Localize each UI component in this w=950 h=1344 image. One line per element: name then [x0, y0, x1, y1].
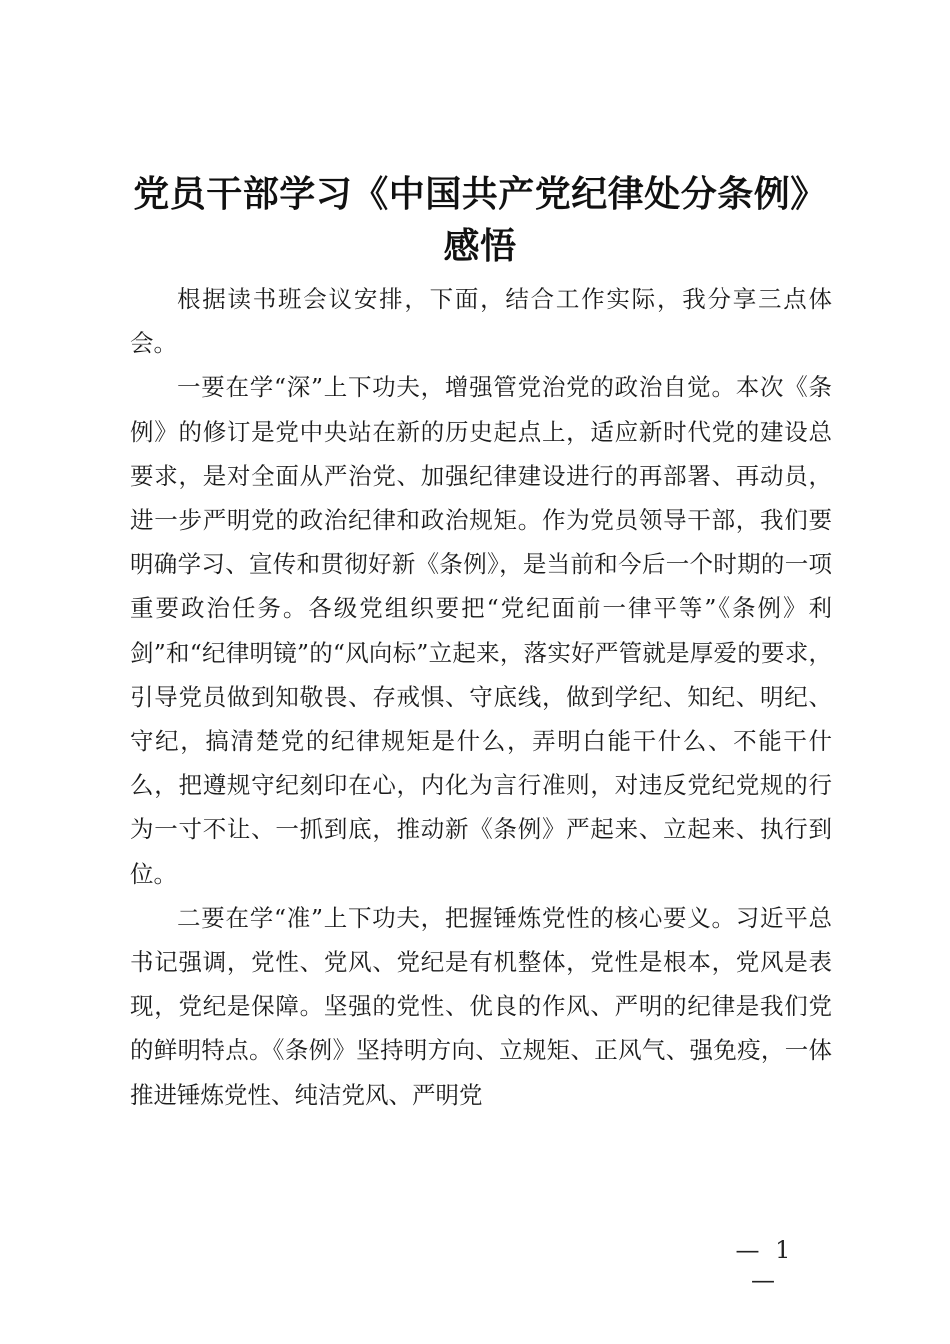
- document-body: [130, 277, 832, 1117]
- paragraph-intro: 根据读书班会议安排，下面，结合工作实际，我分享三点体会。: [130, 285, 832, 358]
- paragraph-point-two: 二要在学“准”上下功夫，把握锤炼党性的核心要义。习近平总书记强调，党性、党风、党纪是有机整体，党性是根本，党风是表现，党纪是保障。坚强的党性、优良的作风、严明的纪律是我们党的鲜明特点。《条例》坚持明方向、立规矩、正风气、强免疫，一体推进锤炼党性、纯洁党风、严明党: [130, 903, 832, 1109]
- paragraph-point-one: 一要在学“深”上下功夫，增强管党治党的政治自觉。本次《条例》的修订是党中央站在新的历史起点上，适应新时代党的建设总要求，是对全面从严治党、加强纪律建设进行的再部署、再动员，进一步严明党的政治纪律和政治规矩。作为党员领导干部，我们要明确学习、宣传和贯彻好新《条例》，是当前和今后一个时期的一项重要政治任务。各级党组织要把“党纪面前一律平等”《条例》利剑”和“纪律明镜”的“风向标”立起来，落实好严管就是厚爱的要求，引导党员做到知敬畏、存戒惧、守底线，做到学纪、知纪、明纪、守纪，搞清楚党的纪律规矩是什么，弄明白能干什么、不能干什么，把遵规守纪刻印在心，内化为言行准则，对违反党纪党规的行为一寸不让、一抓到底，推动新《条例》严起来、立起来、执行到位。: [130, 373, 832, 888]
- document-title: 党员干部学习《中国共产党纪律处分条例》感悟: [133, 173, 827, 267]
- page-number: — 1 —: [735, 1236, 795, 1294]
